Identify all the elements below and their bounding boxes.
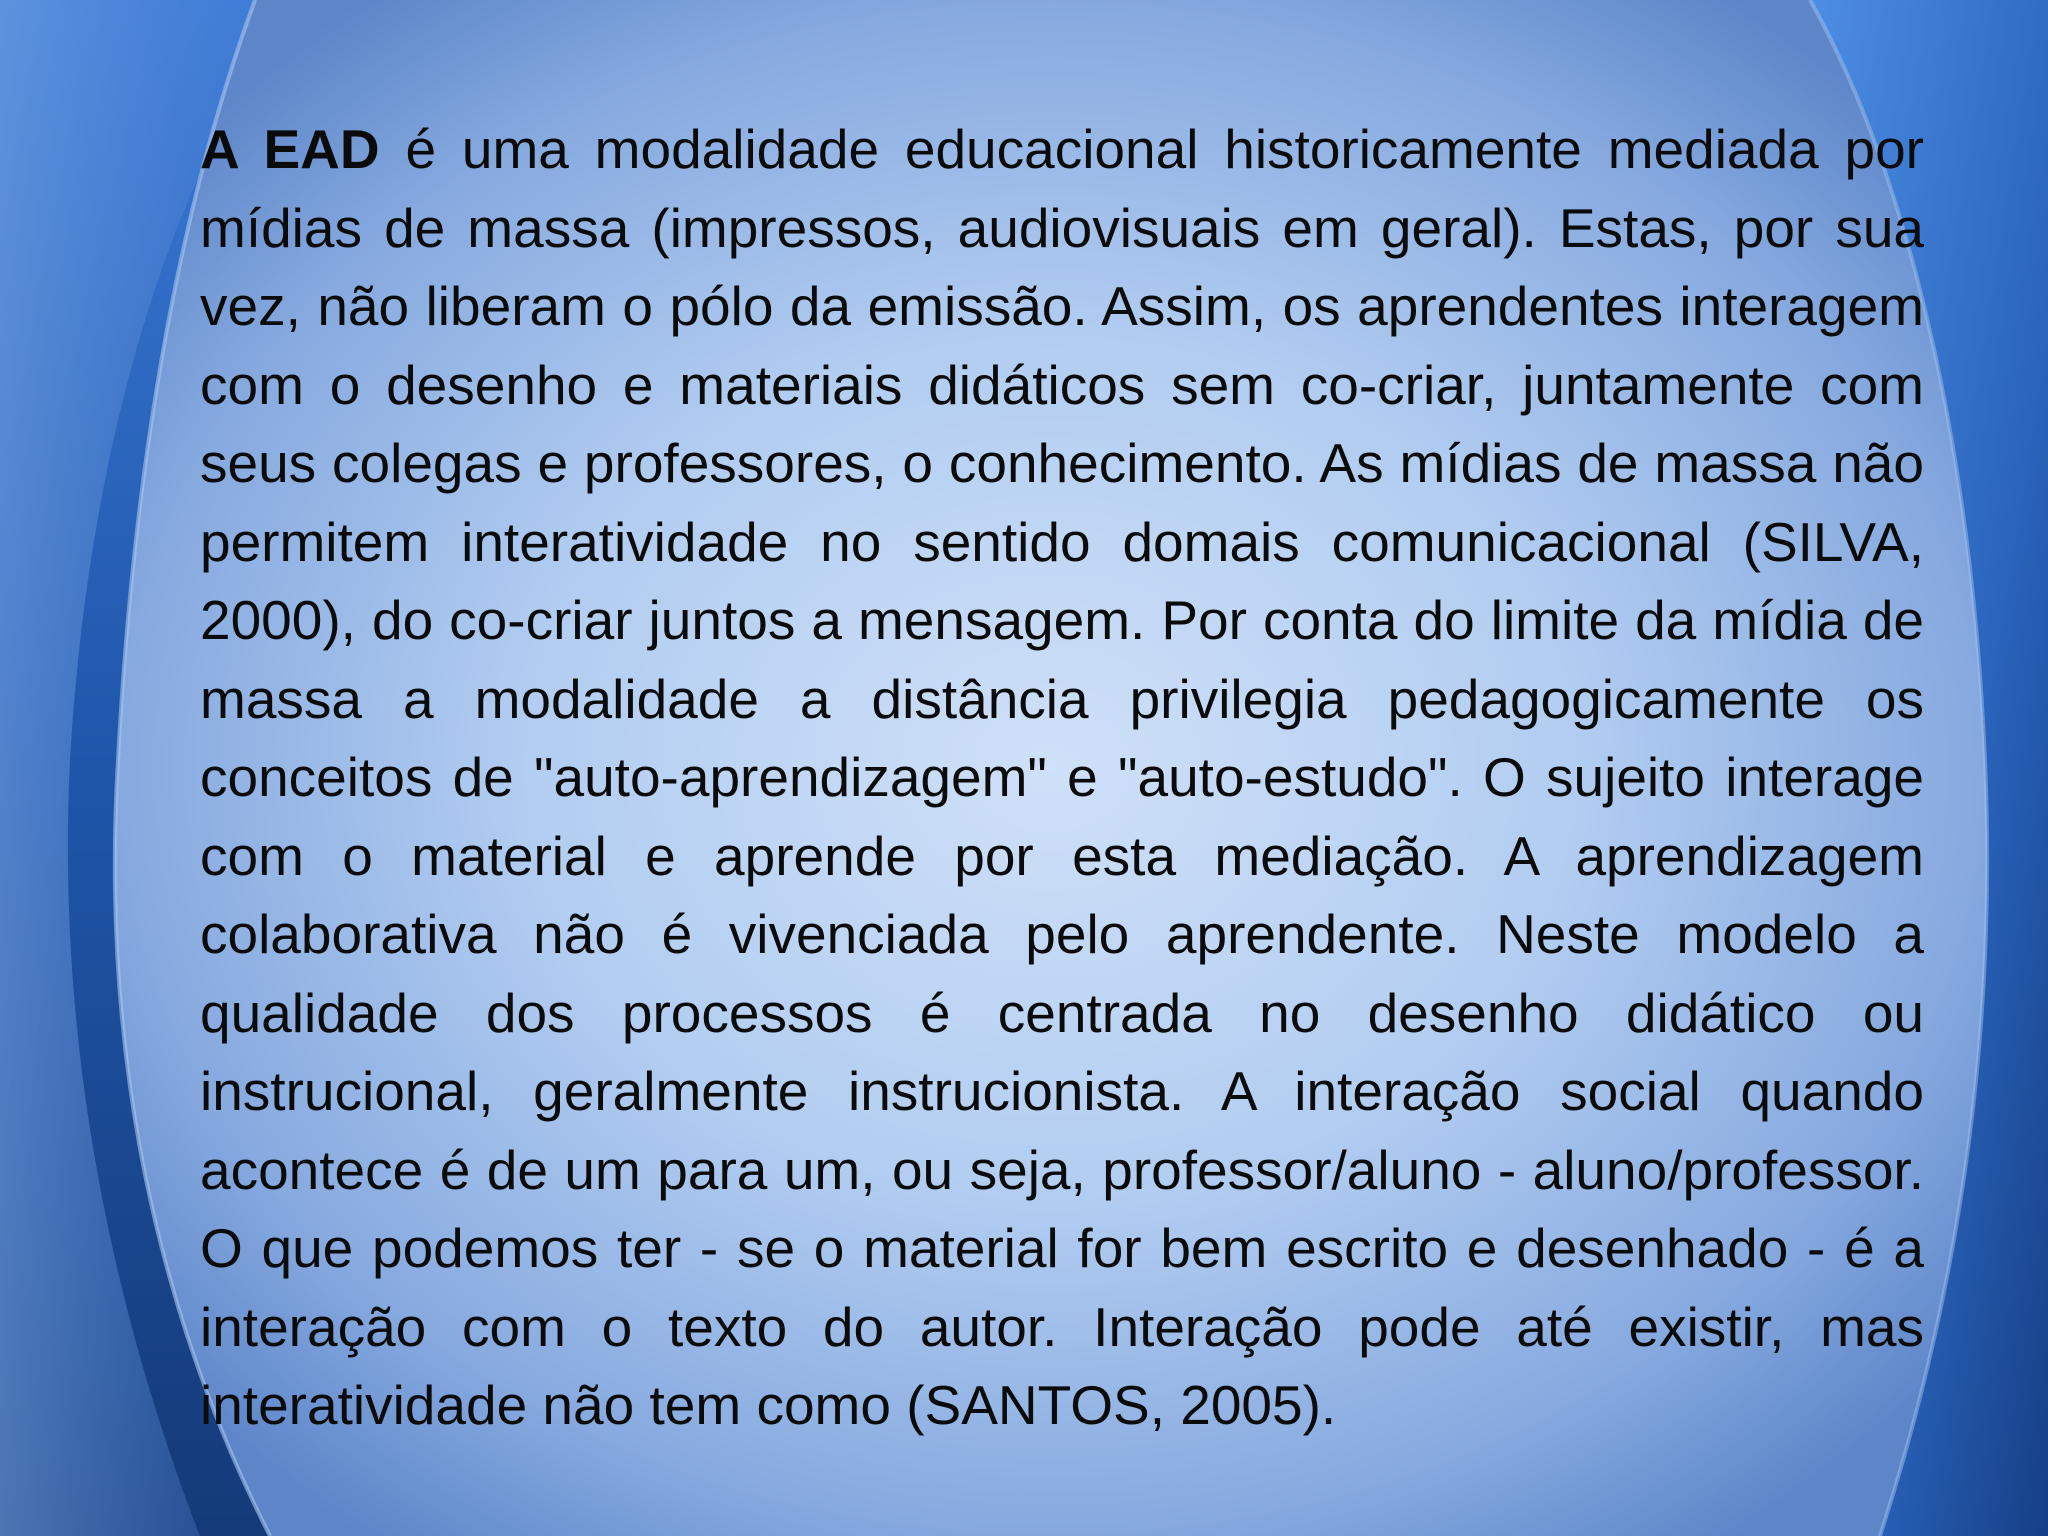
body-text: é uma modalidade educacional historicamente mediada por mídias de massa (impressos, audiovisuais em geral). Estas, por sua vez, não liberam o pólo da emissão. Assim, os aprendentes interagem com o desenho e materiais didáticos sem co-criar, juntamente com seus colegas e professores, o conhecimento. As mídias de massa não permitem interatividade no sentido domais comunicacional (SILVA, 2000), do co-criar juntos a mensagem. Por conta do limite da mídia de massa a modalidade a distância privilegia pedagogicamente os conceitos de "auto-aprendizagem" e "auto-estudo". O sujeito interage com o material e aprende por esta mediação. A aprendizagem colaborativa não é vivenciada pelo aprendente. Neste modelo a qualidade dos processos é centrada no desenho didático ou instrucional, geralmente instrucionista. A interação social quando acontece é de um para um, ou seja, professor/aluno - aluno/professor. O que podemos ter - se o material for bem escrito e desenhado - é a interação com o texto do autor. Interação pode até existir, mas interatividade não tem como (SANTOS, 2005). [200, 118, 1924, 1436]
body-paragraph [200, 110, 1924, 1520]
lead-term: A EAD [200, 118, 380, 180]
